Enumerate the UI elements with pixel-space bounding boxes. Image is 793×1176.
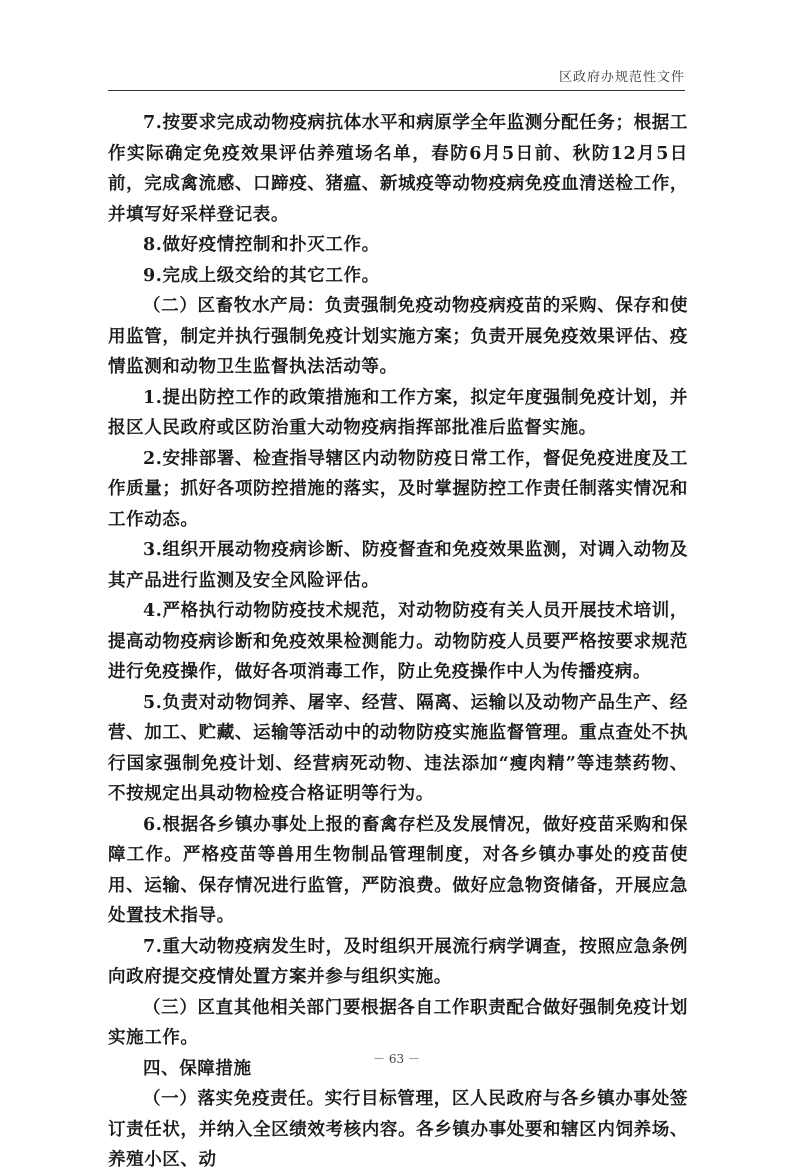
paragraph-item-6-vaccine-supply: 6.根据各乡镇办事处上报的畜禽存栏及发展情况，做好疫苗采购和保障工作。严格疫苗等兽用生物制品管理制度，对各乡镇办事处的疫苗使用、运输、保存情况进行监管，严防浪费。做好应急物资储备，开展应急处置技术指导。 (108, 814, 688, 926)
paragraph-item-7-monitoring: 7.按要求完成动物疫病抗体水平和病原学全年监测分配任务；根据工作实际确定免疫效果评估养殖场名单，春防6月5日前、秋防12月5日前，完成禽流感、口蹄疫、猪瘟、新城疫等动物疫病免疫血清送检工作，并填写好采样登记表。 (108, 113, 688, 225)
page-number: － 63 － (373, 1052, 420, 1066)
paragraph-item-1-policy: 1.提出防控工作的政策措施和工作方案，拟定年度强制免疫计划，并报区人民政府或区防治重大动物疫病指挥部批准后监督实施。 (108, 387, 688, 438)
paragraph-item-8-epidemic-control: 8.做好疫情控制和扑灭工作。 (143, 235, 380, 255)
page-header (108, 64, 685, 91)
paragraph-section-3-other-departments: （三）区直其他相关部门要根据各自工作职责配合做好强制免疫计划实施工作。 (108, 997, 688, 1048)
paragraph-item-4-technical-standards: 4.严格执行动物防疫技术规范，对动物防疫有关人员开展技术培训，提高动物疫病诊断和免疫效果检测能力。动物防疫人员要严格按要求规范进行免疫操作，做好各项消毒工作，防止免疫操作中人为传播疫病。 (108, 601, 688, 682)
paragraph-item-2-deployment: 2.安排部署、检查指导辖区内动物防疫日常工作，督促免疫进度及工作质量；抓好各项防控措施的落实，及时掌握防控工作责任制落实情况和工作动态。 (108, 448, 688, 530)
paragraph-item-7-major-outbreak: 7.重大动物疫病发生时，及时组织开展流行病学调查，按照应急条例向政府提交疫情处置方案并参与组织实施。 (108, 936, 688, 987)
paragraph-item-3-diagnosis: 3.组织开展动物疫病诊断、防疫督查和免疫效果监测，对调入动物及其产品进行监测及安全风险评估。 (108, 540, 688, 591)
paragraph-item-5-supervision: 5.负责对动物饲养、屠宰、经营、隔离、运输以及动物产品生产、经营、加工、贮藏、运输等活动中的动物防疫实施监督管理。重点查处不执行国家强制免疫计划、经营病死动物、违法添加“瘦肉精”等违禁药物、不按规定出具动物检疫合格证明等行为。 (108, 692, 688, 804)
header-title: 区政府办规范性文件 (558, 70, 685, 85)
section-heading-safeguards: 四、保障措施 (143, 1058, 252, 1079)
paragraph-section-2-livestock-bureau: （二）区畜牧水产局：负责强制免疫动物疫病疫苗的采购、保存和使用监管，制定并执行强制免疫计划实施方案；负责开展免疫效果评估、疫情监测和动物卫生监督执法活动等。 (108, 296, 688, 377)
paragraph-item-9-other-tasks: 9.完成上级交给的其它工作。 (143, 265, 380, 286)
document-body (108, 108, 688, 1176)
paragraph-safeguard-1-responsibility: （一）落实免疫责任。实行目标管理，区人民政府与各乡镇办事处签订责任状，并纳入全区绩效考核内容。各乡镇办事处要和辖区内饲养场、养殖小区、动 (108, 1089, 688, 1170)
